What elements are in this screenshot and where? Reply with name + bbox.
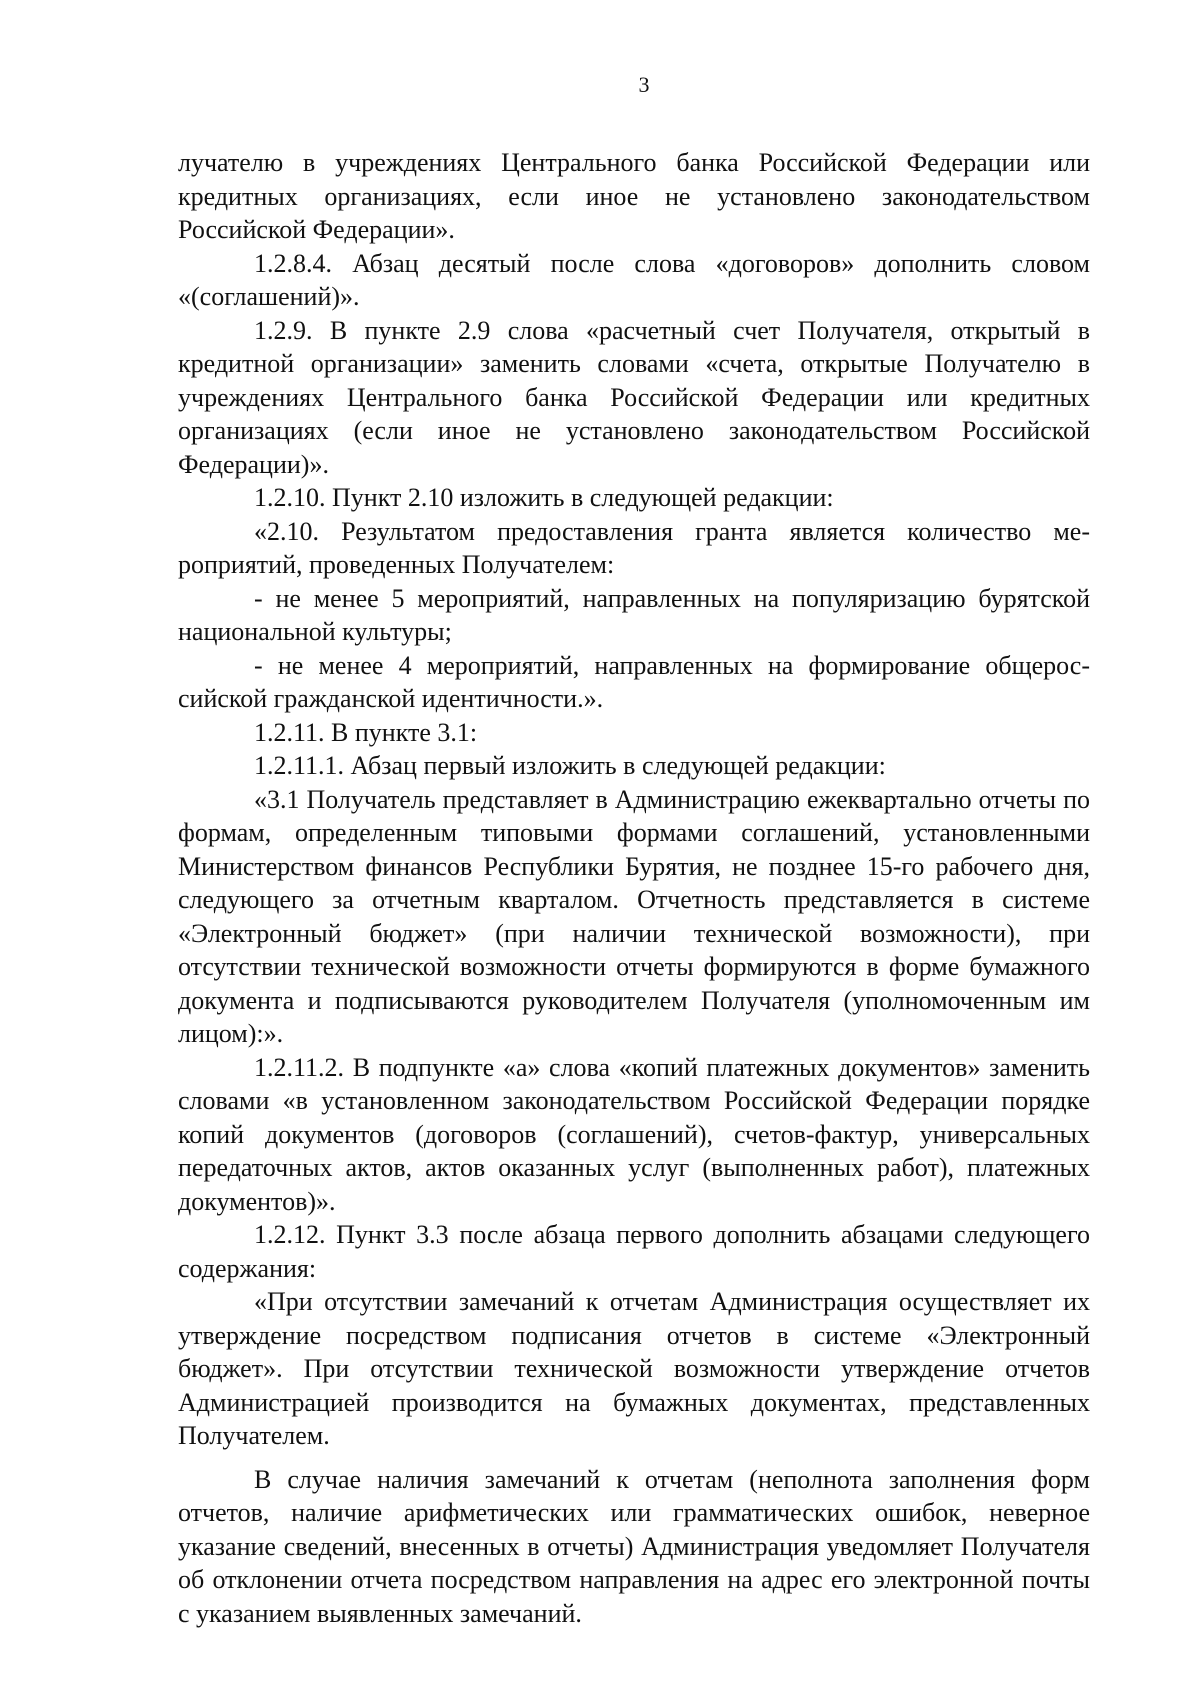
paragraph-1-2-11-1: 1.2.11.1. Абзац первый изложить в следующей редакции: <box>254 751 886 780</box>
list-item-4-events: - не менее 4 мероприятий, направленных на формирование общероссийской гражданской идентичности.». <box>178 650 1090 713</box>
document-body <box>178 146 1090 1630</box>
paragraph-1-2-9: 1.2.9. В пункте 2.9 слова «расчетный счет Получателя, открытый в кредитной организации» заменить словами «счета, открытые Получателю в учреждениях Центрального банка Российской Федерации или кредитных организациях (если иное не установлено законодательством Российской Федерации)». <box>178 315 1090 479</box>
paragraph-continuation: лучателю в учреждениях Центрального банка Российской Федерации или кредитных организациях, если иное не установлено законодательством Российской Федерации». <box>178 148 1090 244</box>
page-number: 3 <box>638 72 650 97</box>
paragraph-approval-quote: «При отсутствии замечаний к отчетам Администрация осуществляет их утверждение посредством подписания отчетов в системе «Электронный бюджет». При отсутствии технической возможности утверждение отчетов Администрацией производится на бумажных документах, представленных Получателем. <box>178 1287 1090 1450</box>
paragraph-1-2-10: 1.2.10. Пункт 2.10 изложить в следующей редакции: <box>254 483 834 512</box>
paragraph-3-1-quote: «3.1 Получатель представляет в Администрацию ежеквартально отчеты по формам, определенным типовыми формами соглашений, установленными Министерством финансов Республики Бурятия, не позднее 15-го рабочего дня, следующего за отчетным кварталом. Отчетность представляется в системе «Электронный бюджет» (при наличии технической возможности), при отсутствии технической возможности отчеты формируются в форме бумажного документа и подписываются руководителем Получателя (уполномоченным им лицом):». <box>178 784 1090 1048</box>
paragraph-1-2-12: 1.2.12. Пункт 3.3 после абзаца первого дополнить абзацами следующего содержания: <box>178 1220 1090 1283</box>
list-item-5-events: - не менее 5 мероприятий, направленных на популяризацию бурятской национальной культуры; <box>178 583 1090 646</box>
paragraph-2-10-quote: «2.10. Результатом предоставления гранта является количество мероприятий, проведенных Получателем: <box>178 516 1090 579</box>
paragraph-1-2-8-4: 1.2.8.4. Абзац десятый после слова «договоров» дополнить словом «(соглашений)». <box>178 248 1090 311</box>
paragraph-remarks: В случае наличия замечаний к отчетам (неполнота заполнения форм отчетов, наличие арифметических или грамматических ошибок, неверное указание сведений, внесенных в отчеты) Администрация уведомляет Получателя об отклонении отчета посредством направления на адрес его электронной почты с указанием выявленных замечаний. <box>178 1464 1090 1628</box>
paragraph-1-2-11-2: 1.2.11.2. В подпункте «а» слова «копий платежных документов» заменить словами «в установленном законодательством Российской Федерации порядке копий документов (договоров (соглашений), счетов-фактур, универсальных передаточных актов, актов оказанных услуг (выполненных работ), платежных документов)». <box>178 1052 1090 1216</box>
paragraph-1-2-11: 1.2.11. В пункте 3.1: <box>254 717 478 747</box>
